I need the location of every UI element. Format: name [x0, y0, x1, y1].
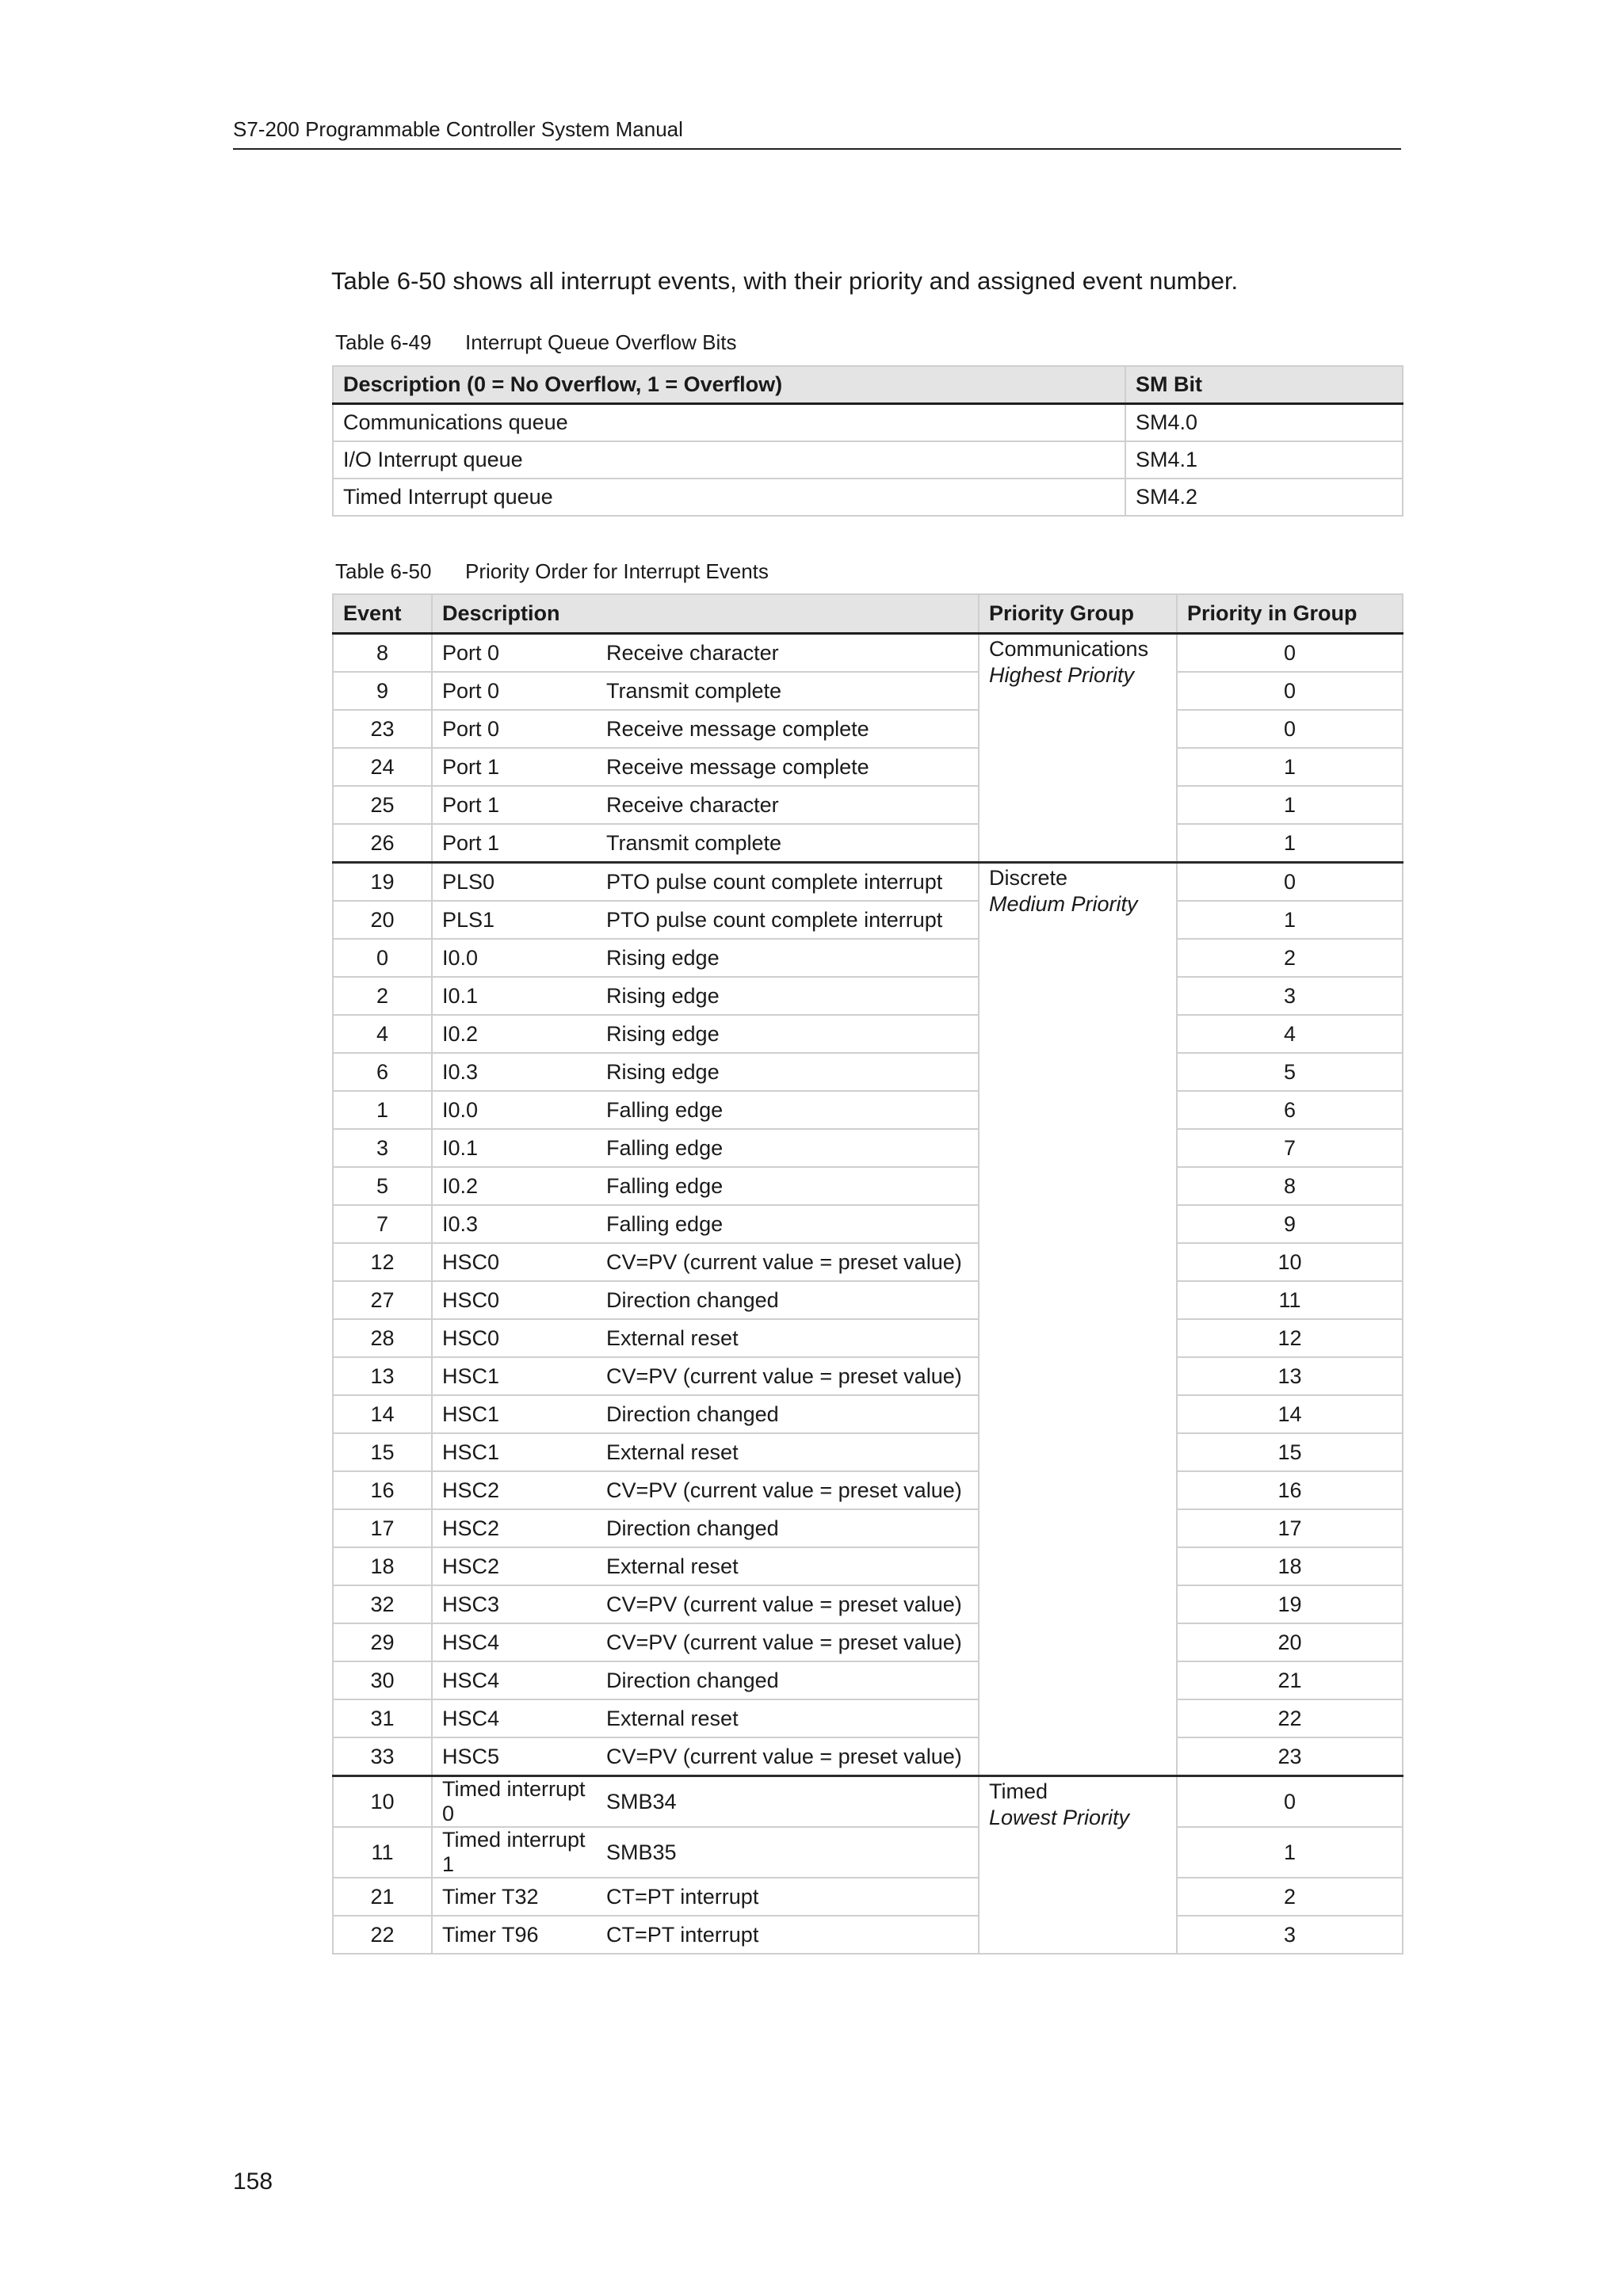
queue-description: Communications queue	[333, 404, 1125, 442]
table-50-number: Table 6-50	[335, 559, 432, 583]
event-source: Timer T32	[432, 1878, 606, 1916]
event-source: HSC4	[432, 1623, 606, 1661]
priority-in-group: 6	[1177, 1091, 1403, 1129]
event-description: Falling edge	[606, 1091, 979, 1129]
event-number: 21	[333, 1878, 432, 1916]
table-row	[333, 901, 1403, 939]
event-number: 33	[333, 1737, 432, 1776]
priority-group	[979, 634, 1177, 863]
event-source: Timed interrupt 1	[432, 1827, 606, 1878]
priority-in-group: 0	[1177, 863, 1403, 902]
priority-in-group: 0	[1177, 1776, 1403, 1828]
event-description: Receive message complete	[606, 710, 979, 748]
priority-in-group: 1	[1177, 1827, 1403, 1878]
event-number: 22	[333, 1916, 432, 1954]
event-number: 2	[333, 977, 432, 1015]
event-description: External reset	[606, 1547, 979, 1585]
table-row	[333, 479, 1403, 516]
sm-bit: SM4.2	[1125, 479, 1403, 516]
event-description: Rising edge	[606, 977, 979, 1015]
event-source: HSC0	[432, 1243, 606, 1281]
event-description: Direction changed	[606, 1509, 979, 1547]
event-source: I0.2	[432, 1167, 606, 1205]
event-description: Rising edge	[606, 1053, 979, 1091]
priority-in-group: 19	[1177, 1585, 1403, 1623]
table-row	[333, 1878, 1403, 1916]
column-header: Priority Group	[979, 594, 1177, 634]
priority-group	[979, 863, 1177, 1776]
event-number: 14	[333, 1395, 432, 1433]
table-49-caption	[335, 329, 736, 356]
table-row	[333, 748, 1403, 786]
event-source: HSC0	[432, 1319, 606, 1357]
event-number: 30	[333, 1661, 432, 1699]
event-description: PTO pulse count complete interrupt	[606, 901, 979, 939]
priority-in-group: 2	[1177, 939, 1403, 977]
priority-in-group: 3	[1177, 1916, 1403, 1954]
event-source: Port 0	[432, 710, 606, 748]
event-source: Port 0	[432, 634, 606, 673]
page-number: 158	[233, 2168, 273, 2195]
table-row	[333, 977, 1403, 1015]
table-row	[333, 1585, 1403, 1623]
table-row	[333, 786, 1403, 824]
event-description: Transmit complete	[606, 672, 979, 710]
event-number: 0	[333, 939, 432, 977]
event-description: SMB34	[606, 1776, 979, 1828]
table-row	[333, 1357, 1403, 1395]
event-description: Direction changed	[606, 1281, 979, 1319]
event-source: PLS1	[432, 901, 606, 939]
event-description: SMB35	[606, 1827, 979, 1878]
event-source: HSC1	[432, 1395, 606, 1433]
priority-in-group: 3	[1177, 977, 1403, 1015]
priority-in-group: 8	[1177, 1167, 1403, 1205]
event-source: I0.3	[432, 1205, 606, 1243]
priority-in-group: 13	[1177, 1357, 1403, 1395]
event-description: Receive message complete	[606, 748, 979, 786]
priority-in-group: 9	[1177, 1205, 1403, 1243]
event-number: 17	[333, 1509, 432, 1547]
priority-level: Highest Priority	[989, 663, 1135, 687]
table-row	[333, 1661, 1403, 1699]
event-source: I0.0	[432, 1091, 606, 1129]
priority-in-group: 1	[1177, 786, 1403, 824]
event-source: HSC5	[432, 1737, 606, 1776]
event-source: I0.1	[432, 1129, 606, 1167]
table-row	[333, 1509, 1403, 1547]
event-source: Timer T96	[432, 1916, 606, 1954]
event-source: I0.2	[432, 1015, 606, 1053]
table-row	[333, 1091, 1403, 1129]
event-description: CV=PV (current value = preset value)	[606, 1471, 979, 1509]
priority-in-group: 16	[1177, 1471, 1403, 1509]
table-row	[333, 1547, 1403, 1585]
column-header: Event	[333, 594, 432, 634]
event-number: 25	[333, 786, 432, 824]
priority-in-group: 22	[1177, 1699, 1403, 1737]
event-number: 27	[333, 1281, 432, 1319]
priority-in-group: 11	[1177, 1281, 1403, 1319]
event-source: Timed interrupt 0	[432, 1776, 606, 1828]
event-source: HSC2	[432, 1547, 606, 1585]
event-source: HSC4	[432, 1699, 606, 1737]
priority-group	[979, 1776, 1177, 1955]
event-description: PTO pulse count complete interrupt	[606, 863, 979, 902]
event-number: 11	[333, 1827, 432, 1878]
table-row	[333, 939, 1403, 977]
table-row	[333, 1433, 1403, 1471]
table-row	[333, 710, 1403, 748]
running-header: S7-200 Programmable Controller System Manual	[233, 115, 1401, 150]
event-source: Port 0	[432, 672, 606, 710]
priority-in-group: 18	[1177, 1547, 1403, 1585]
table-row	[333, 1776, 1403, 1828]
table-row	[333, 1319, 1403, 1357]
table-row	[333, 1737, 1403, 1776]
column-header: Description (0 = No Overflow, 1 = Overflow)	[333, 366, 1125, 404]
sm-bit: SM4.1	[1125, 441, 1403, 479]
event-source: PLS0	[432, 863, 606, 902]
interrupt-queue-overflow-table	[332, 365, 1403, 517]
priority-in-group: 0	[1177, 672, 1403, 710]
table-row	[333, 824, 1403, 863]
event-number: 32	[333, 1585, 432, 1623]
event-description: Direction changed	[606, 1661, 979, 1699]
event-description: External reset	[606, 1433, 979, 1471]
priority-group-name: Discrete	[989, 866, 1068, 890]
event-description: Falling edge	[606, 1205, 979, 1243]
table-header-row	[333, 594, 1403, 634]
event-description: CV=PV (current value = preset value)	[606, 1623, 979, 1661]
event-number: 24	[333, 748, 432, 786]
event-source: HSC0	[432, 1281, 606, 1319]
event-number: 4	[333, 1015, 432, 1053]
priority-in-group: 5	[1177, 1053, 1403, 1091]
priority-in-group: 17	[1177, 1509, 1403, 1547]
event-number: 26	[333, 824, 432, 863]
event-description: Rising edge	[606, 939, 979, 977]
event-description: External reset	[606, 1699, 979, 1737]
priority-in-group: 7	[1177, 1129, 1403, 1167]
table-row	[333, 1623, 1403, 1661]
priority-in-group: 2	[1177, 1878, 1403, 1916]
event-description: Falling edge	[606, 1129, 979, 1167]
priority-in-group: 23	[1177, 1737, 1403, 1776]
event-number: 6	[333, 1053, 432, 1091]
table-row	[333, 1395, 1403, 1433]
event-description: Rising edge	[606, 1015, 979, 1053]
table-row	[333, 1129, 1403, 1167]
event-description: CV=PV (current value = preset value)	[606, 1737, 979, 1776]
event-source: HSC2	[432, 1509, 606, 1547]
priority-in-group: 20	[1177, 1623, 1403, 1661]
event-source: Port 1	[432, 748, 606, 786]
event-number: 9	[333, 672, 432, 710]
table-49-title: Interrupt Queue Overflow Bits	[465, 330, 737, 354]
event-source: I0.3	[432, 1053, 606, 1091]
table-50-title: Priority Order for Interrupt Events	[465, 559, 769, 583]
event-number: 16	[333, 1471, 432, 1509]
table-row	[333, 1167, 1403, 1205]
intro-paragraph: Table 6-50 shows all interrupt events, with their priority and assigned event number.	[331, 267, 1239, 295]
event-description: CV=PV (current value = preset value)	[606, 1357, 979, 1395]
event-source: I0.1	[432, 977, 606, 1015]
column-header: Description	[432, 594, 979, 634]
event-number: 20	[333, 901, 432, 939]
event-description: CT=PT interrupt	[606, 1916, 979, 1954]
event-number: 1	[333, 1091, 432, 1129]
column-header: Priority in Group	[1177, 594, 1403, 634]
priority-in-group: 4	[1177, 1015, 1403, 1053]
table-row	[333, 1015, 1403, 1053]
event-description: Transmit complete	[606, 824, 979, 863]
priority-group-name: Communications	[989, 637, 1149, 661]
priority-in-group: 10	[1177, 1243, 1403, 1281]
event-number: 31	[333, 1699, 432, 1737]
event-number: 3	[333, 1129, 432, 1167]
table-header-row	[333, 366, 1403, 404]
event-number: 23	[333, 710, 432, 748]
table-50-caption	[335, 558, 769, 585]
event-description: External reset	[606, 1319, 979, 1357]
table-row	[333, 1053, 1403, 1091]
table-row	[333, 1243, 1403, 1281]
event-number: 29	[333, 1623, 432, 1661]
priority-in-group: 1	[1177, 748, 1403, 786]
event-description: Receive character	[606, 786, 979, 824]
event-source: HSC2	[432, 1471, 606, 1509]
priority-in-group: 15	[1177, 1433, 1403, 1471]
column-header: SM Bit	[1125, 366, 1403, 404]
priority-level: Lowest Priority	[989, 1806, 1130, 1829]
table-row	[333, 404, 1403, 442]
priority-level: Medium Priority	[989, 892, 1138, 916]
table-row	[333, 672, 1403, 710]
table-row	[333, 1205, 1403, 1243]
table-49-number: Table 6-49	[335, 330, 432, 354]
event-description: CV=PV (current value = preset value)	[606, 1585, 979, 1623]
table-row	[333, 1471, 1403, 1509]
table-row	[333, 863, 1403, 902]
event-number: 5	[333, 1167, 432, 1205]
event-description: Receive character	[606, 634, 979, 673]
event-number: 18	[333, 1547, 432, 1585]
queue-description: I/O Interrupt queue	[333, 441, 1125, 479]
queue-description: Timed Interrupt queue	[333, 479, 1125, 516]
priority-in-group: 0	[1177, 710, 1403, 748]
priority-in-group: 1	[1177, 901, 1403, 939]
table-row	[333, 1916, 1403, 1954]
table-row	[333, 1827, 1403, 1878]
event-source: Port 1	[432, 786, 606, 824]
table-row	[333, 1699, 1403, 1737]
event-source: HSC3	[432, 1585, 606, 1623]
event-number: 10	[333, 1776, 432, 1828]
event-number: 8	[333, 634, 432, 673]
table-row	[333, 634, 1403, 673]
event-source: HSC4	[432, 1661, 606, 1699]
event-source: Port 1	[432, 824, 606, 863]
priority-in-group: 14	[1177, 1395, 1403, 1433]
priority-group-name: Timed	[989, 1779, 1048, 1803]
priority-in-group: 21	[1177, 1661, 1403, 1699]
event-source: HSC1	[432, 1357, 606, 1395]
table-row	[333, 441, 1403, 479]
event-number: 15	[333, 1433, 432, 1471]
event-source: I0.0	[432, 939, 606, 977]
event-description: Direction changed	[606, 1395, 979, 1433]
event-number: 12	[333, 1243, 432, 1281]
sm-bit: SM4.0	[1125, 404, 1403, 442]
priority-in-group: 0	[1177, 634, 1403, 673]
event-number: 7	[333, 1205, 432, 1243]
table-row	[333, 1281, 1403, 1319]
event-source: HSC1	[432, 1433, 606, 1471]
event-number: 13	[333, 1357, 432, 1395]
priority-in-group: 1	[1177, 824, 1403, 863]
event-number: 28	[333, 1319, 432, 1357]
event-description: CT=PT interrupt	[606, 1878, 979, 1916]
priority-in-group: 12	[1177, 1319, 1403, 1357]
event-description: Falling edge	[606, 1167, 979, 1205]
event-number: 19	[333, 863, 432, 902]
interrupt-priority-table	[332, 593, 1403, 1955]
event-description: CV=PV (current value = preset value)	[606, 1243, 979, 1281]
